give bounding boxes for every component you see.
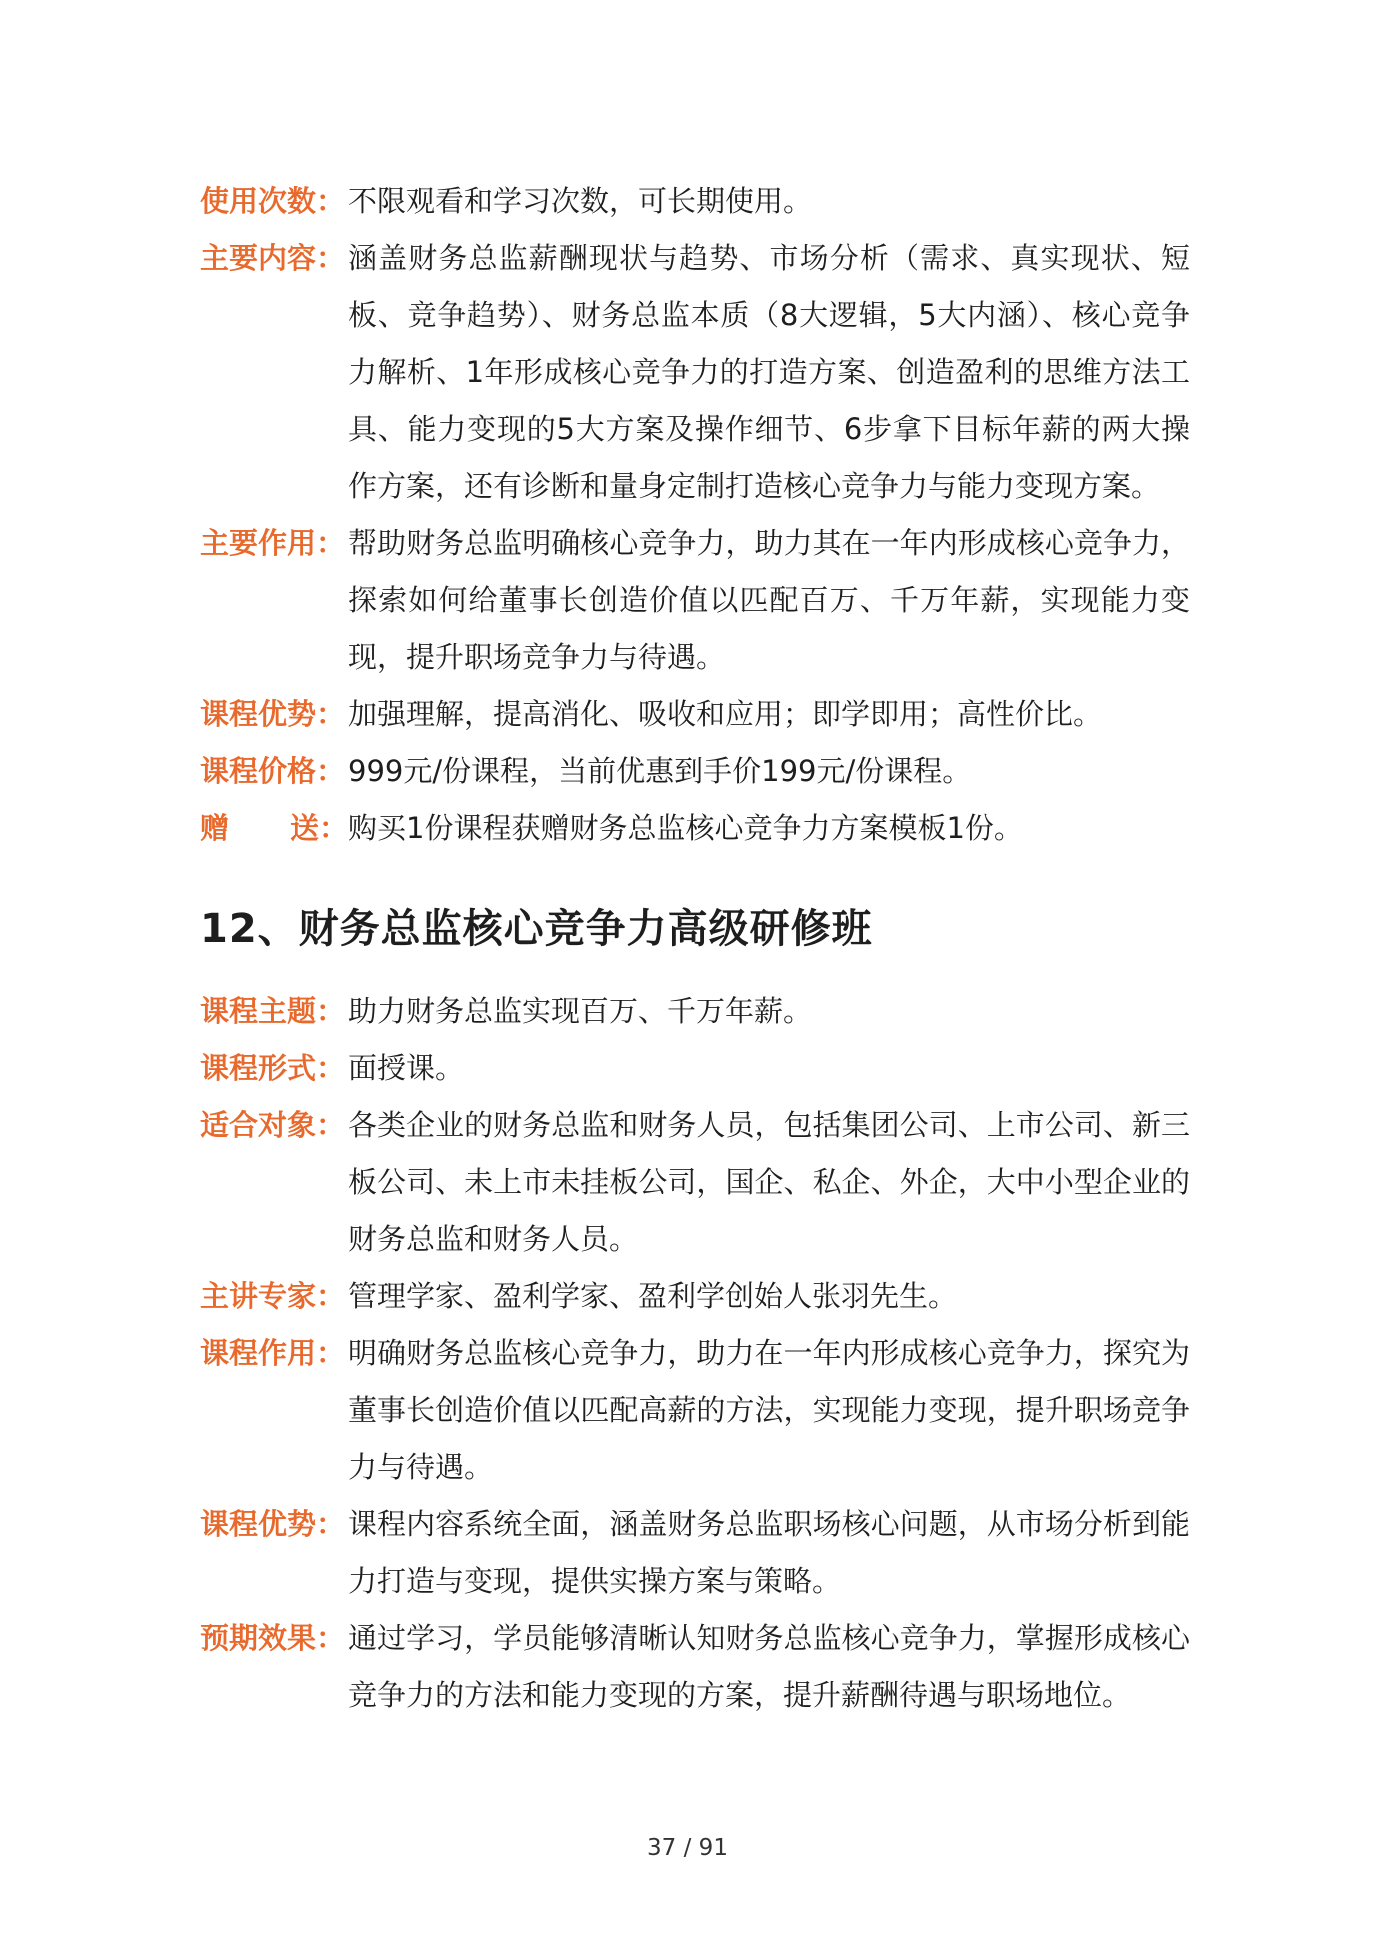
field-label: 课程优势： xyxy=(200,1507,346,1541)
field-value: 面授课。 xyxy=(348,1051,465,1085)
field-row-main-function xyxy=(200,515,1190,686)
field-value: 课程内容系统全面，涵盖财务总监职场核心问题，从市场分析到能力打造与变现，提供实操方案与策略。 xyxy=(348,1507,1190,1598)
field-label: 主要作用： xyxy=(200,526,346,560)
field-label: 课程价格： xyxy=(200,754,346,788)
gift-label-last: 送： xyxy=(289,811,348,845)
field-label: 主讲专家： xyxy=(200,1279,346,1313)
field-value: 999元/份课程，当前优惠到手价199元/份课程。 xyxy=(348,754,972,788)
section-course-11-details xyxy=(200,173,1190,857)
field-value: 明确财务总监核心竞争力，助力在一年内形成核心竞争力，探究为董事长创造价值以匹配高薪的方法，实现能力变现，提升职场竞争力与待遇。 xyxy=(348,1336,1190,1484)
field-value: 不限观看和学习次数，可长期使用。 xyxy=(348,184,813,218)
gift-label-first: 赠 xyxy=(200,811,230,845)
field-value: 加强理解，提高消化、吸收和应用；即学即用；高性价比。 xyxy=(348,697,1103,731)
field-row-course-advantage xyxy=(200,686,1190,743)
field-row-target-audience xyxy=(200,1097,1190,1268)
field-label: 适合对象： xyxy=(200,1108,346,1142)
field-row-course-format xyxy=(200,1040,1190,1097)
field-row-gift xyxy=(200,800,1190,857)
field-label: 预期效果： xyxy=(200,1621,346,1655)
field-row-lead-expert xyxy=(200,1268,1190,1325)
field-label: 使用次数： xyxy=(200,184,346,218)
field-row-main-content xyxy=(200,230,1190,515)
field-label: 课程形式： xyxy=(200,1051,346,1085)
section-course-12-details xyxy=(200,983,1190,1724)
page-number: 37 / 91 xyxy=(647,1835,728,1861)
field-row-expected-outcome xyxy=(200,1610,1190,1724)
field-value: 涵盖财务总监薪酬现状与趋势、市场分析（需求、真实现状、短板、竞争趋势）、财务总监本质（8大逻辑，5大内涵）、核心竞争力解析、1年形成核心竞争力的打造方案、创造盈利的思维方法工具、能力变现的5大方案及操作细节、6步拿下目标年薪的两大操作方案，还有诊断和量身定制打造核心竞争力与能力变现方案。 xyxy=(348,241,1190,503)
field-value: 各类企业的财务总监和财务人员，包括集团公司、上市公司、新三板公司、未上市未挂板公司，国企、私企、外企，大中小型企业的财务总监和财务人员。 xyxy=(348,1108,1190,1256)
field-row-course-topic xyxy=(200,983,1190,1040)
field-value: 管理学家、盈利学家、盈利学创始人张羽先生。 xyxy=(348,1279,958,1313)
field-row-usage-count xyxy=(200,173,1190,230)
field-label: 课程优势： xyxy=(200,697,346,731)
field-value: 帮助财务总监明确核心竞争力，助力其在一年内形成核心竞争力，探索如何给董事长创造价值以匹配百万、千万年薪，实现能力变现，提升职场竞争力与待遇。 xyxy=(348,526,1190,674)
document-page xyxy=(200,173,1190,1724)
section-heading: 12、财务总监核心竞争力高级研修班 xyxy=(200,906,873,952)
field-row-course-advantage xyxy=(200,1496,1190,1610)
field-label: 主要内容： xyxy=(200,241,346,275)
field-label xyxy=(200,800,348,857)
field-row-course-function xyxy=(200,1325,1190,1496)
field-label: 课程作用： xyxy=(200,1336,346,1370)
field-row-course-price xyxy=(200,743,1190,800)
field-label: 课程主题： xyxy=(200,994,346,1028)
field-value: 购买1份课程获赠财务总监核心竞争力方案模板1份。 xyxy=(348,811,1023,845)
field-value: 助力财务总监实现百万、千万年薪。 xyxy=(348,994,813,1028)
field-value: 通过学习，学员能够清晰认知财务总监核心竞争力，掌握形成核心竞争力的方法和能力变现的方案，提升薪酬待遇与职场地位。 xyxy=(348,1621,1190,1712)
